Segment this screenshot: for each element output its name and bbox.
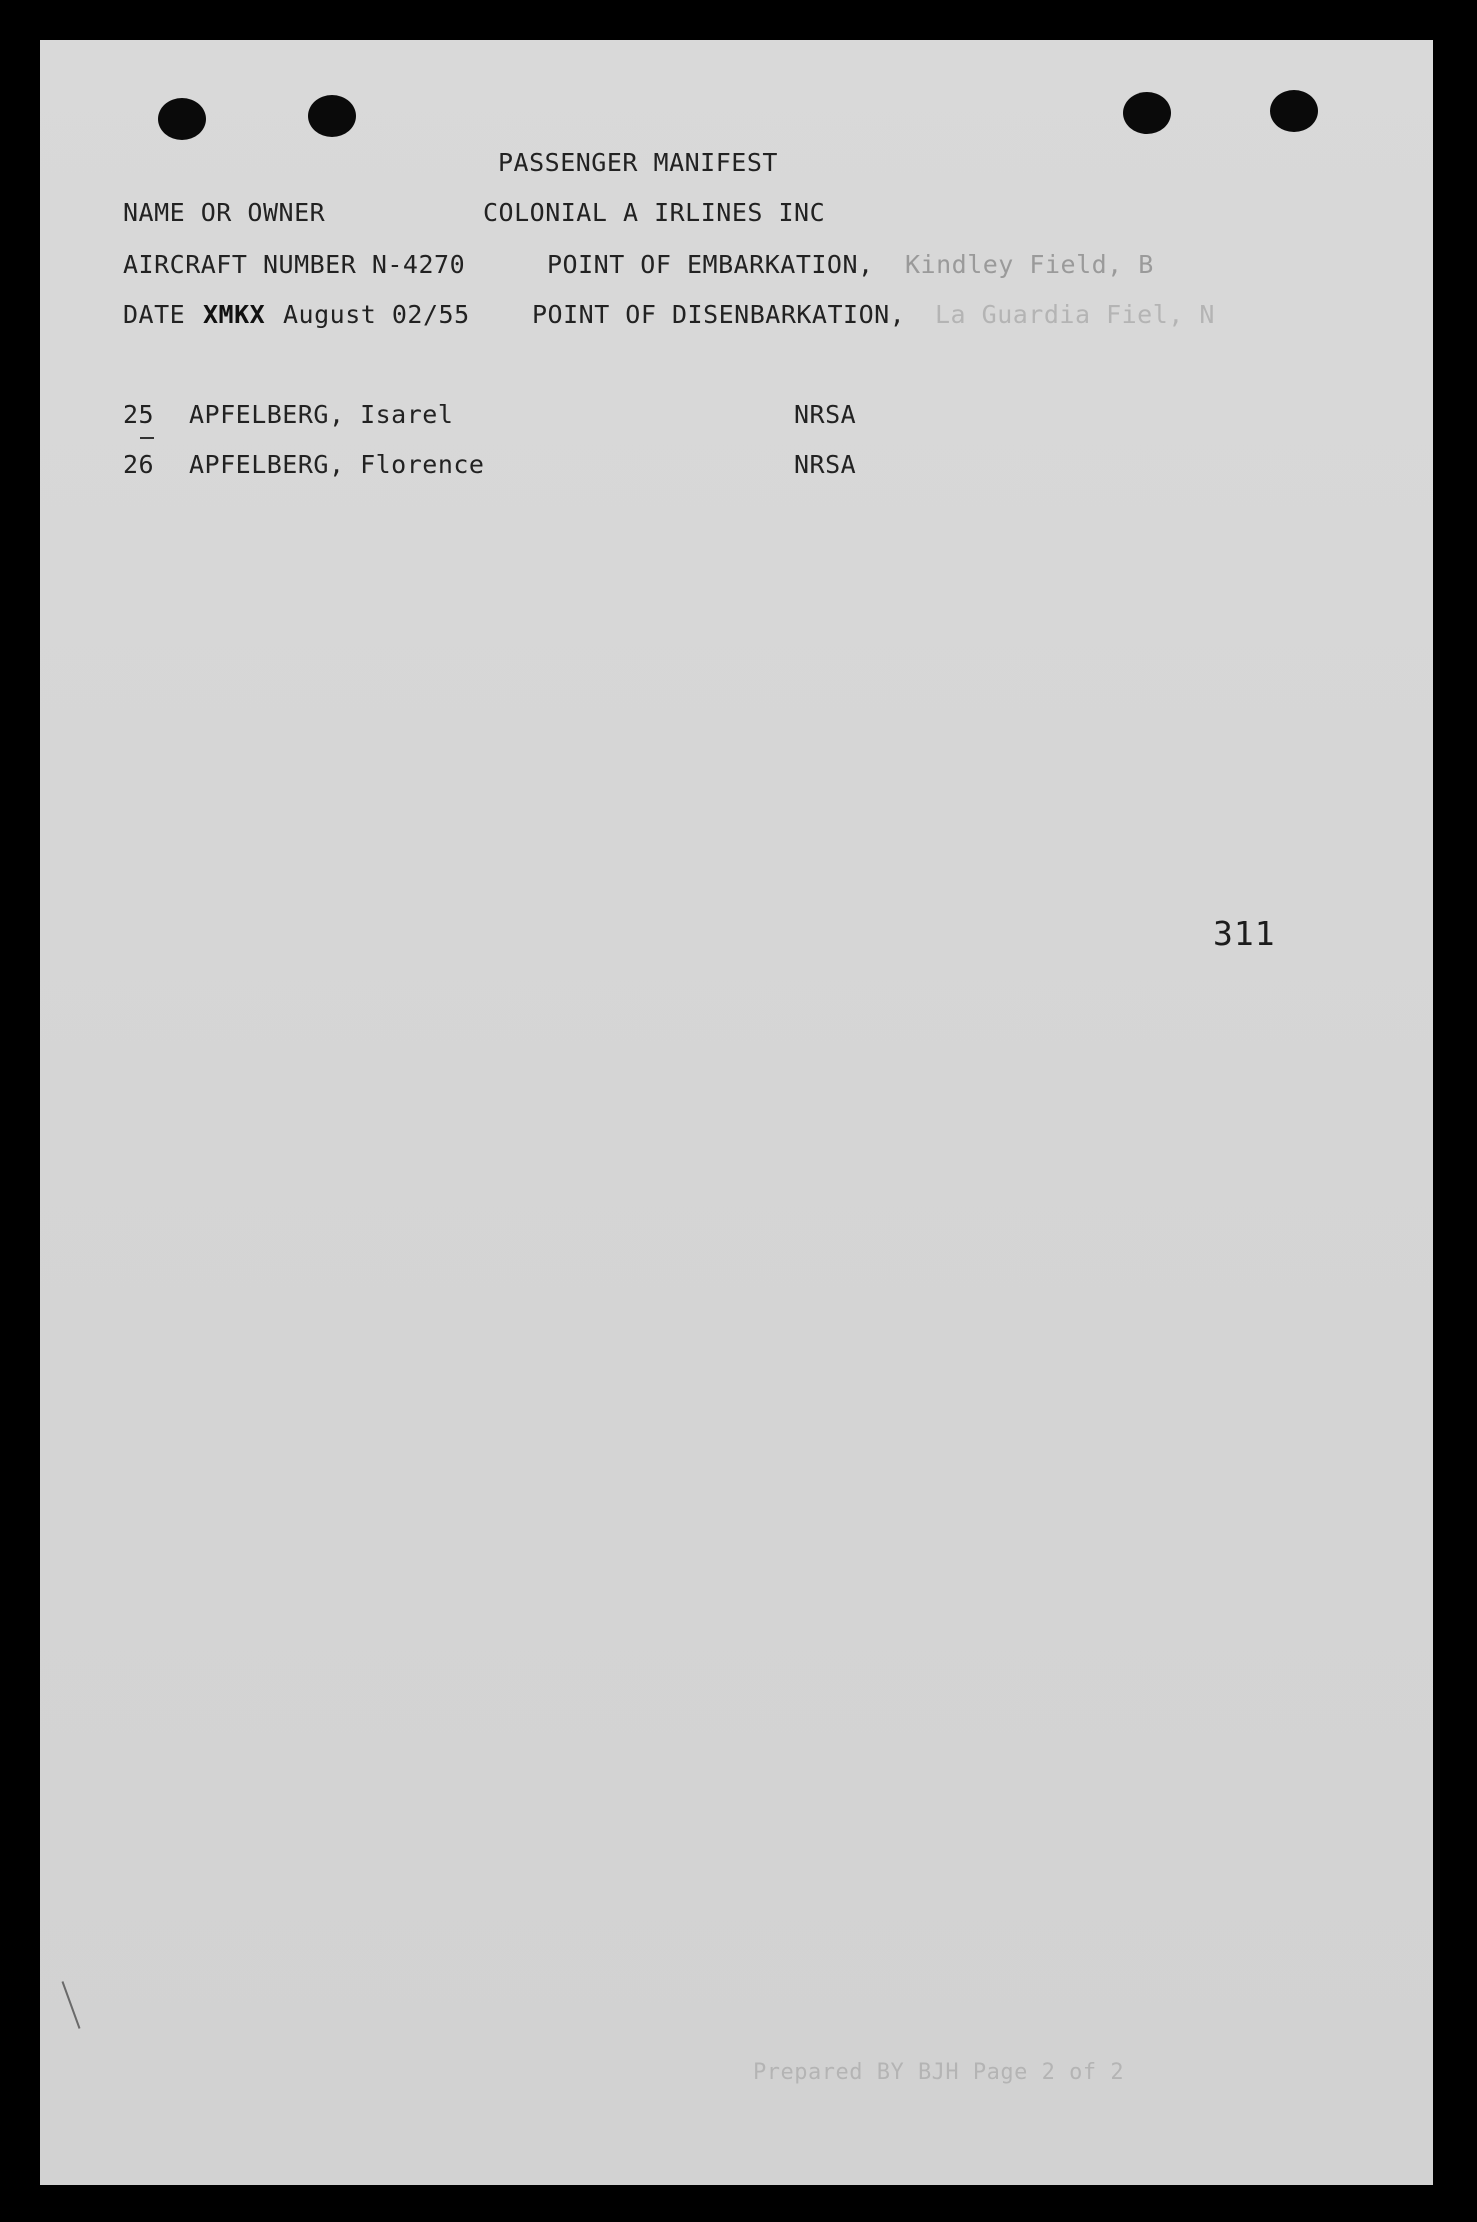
- embarkation-label: POINT OF EMBARKATION,: [547, 250, 874, 279]
- punch-hole-right-2: [1270, 90, 1318, 132]
- punch-hole-right-1: [1123, 92, 1171, 134]
- passenger-name: APFELBERG, Florence: [189, 450, 485, 479]
- document-title: PASSENGER MANIFEST: [498, 148, 778, 177]
- passenger-number: 26: [123, 450, 155, 479]
- date-label: DATE: [123, 300, 186, 329]
- passenger-status: NRSA: [794, 450, 857, 479]
- embarkation-value: Kindley Field, B: [905, 250, 1154, 279]
- date-value: August 02/55: [283, 300, 470, 329]
- aircraft-number: AIRCRAFT NUMBER N-4270: [123, 250, 466, 279]
- prepared-by-footer: Prepared BY BJH Page 2 of 2: [753, 2060, 1125, 2085]
- number-underline: [140, 437, 154, 439]
- passenger-status: NRSA: [794, 400, 857, 429]
- disembarkation-label: POINT OF DISENBARKATION,: [532, 300, 906, 329]
- date-struck-text: XMKX: [203, 300, 266, 329]
- manifest-page: [40, 40, 1433, 2185]
- disembarkation-value: La Guardia Fiel, N: [935, 300, 1215, 329]
- punch-hole-left-2: [308, 95, 356, 137]
- passenger-name: APFELBERG, Isarel: [189, 400, 454, 429]
- punch-hole-left-1: [158, 98, 206, 140]
- stamped-page-number: 311: [1213, 914, 1276, 953]
- margin-mark: [62, 1981, 81, 2029]
- passenger-number: 25: [123, 400, 155, 429]
- name-owner-label: NAME OR OWNER: [123, 198, 326, 227]
- name-owner-value: COLONIAL A IRLINES INC: [483, 198, 826, 227]
